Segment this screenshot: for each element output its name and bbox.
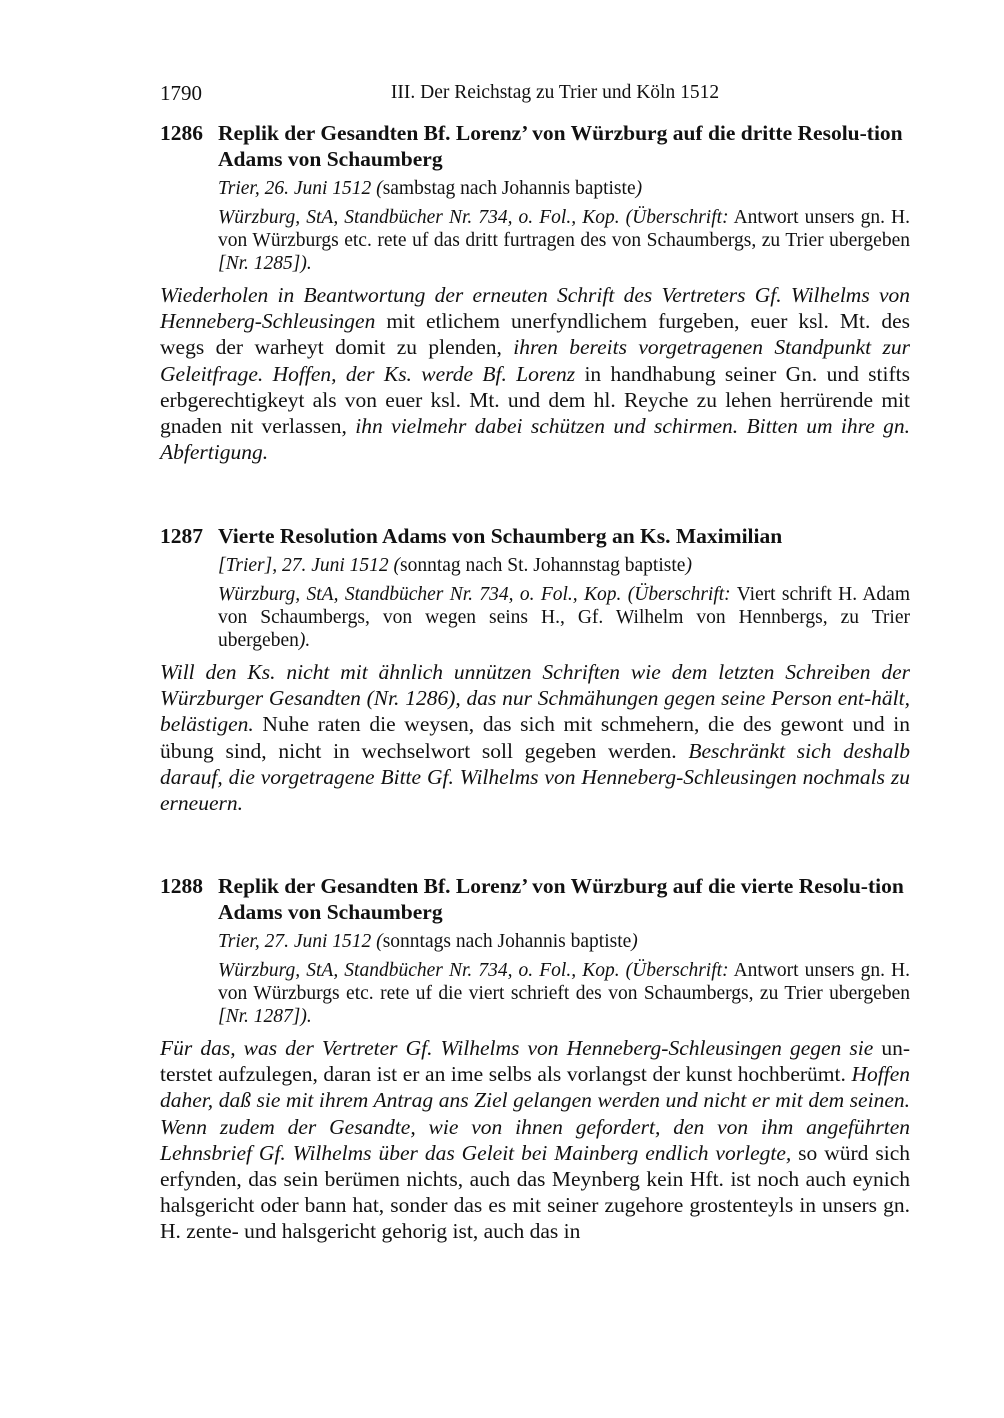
- running-head: III. Der Reichstag zu Trier und Köln 1512: [390, 82, 720, 103]
- entry-number: 1287: [160, 524, 203, 548]
- entry-body: Für das, was der Vertreter Gf. Wilhelms von Henneberg-Schleusingen gegen sie un-terstet aufzulegen, daran ist er an ime selbs als vorlangst der kunst hochberümt. Hoffen daher, daß sie mit ihrem Antrag ans Ziel gelangen werden und nicht er mit dem seinen. Wenn zudem der Gesandte, wie von ihnen gefordert, den von ihm angeführten Lehnsbrief Gf. Wilhelms über das Geleit bei Mainberg endlich vorlegte, so würd sich erfynden, das sein berümen nichts, auch das Meynberg kein Hft. ist noch auch eynich halsgericht oder bann hat, sonder das es mit seiner zugehore grostenteyls in unsers gn. H. zente- und halsgericht gehorig ist, auch das in: [160, 1036, 910, 1244]
- entry-title: Replik der Gesandten Bf. Lorenz’ von Würzburg auf die dritte Resolu-tion Adams von Schaumberg: [218, 121, 903, 171]
- entry-source: Würzburg, StA, Standbücher Nr. 734, o. Fol., Kop. (Überschrift: Antwort unsers gn. H. von Würzburgs etc. rete uf das dritt furtragen des von Schaumbergs, zu Trier ubergeben [Nr. 1285]).: [218, 207, 910, 274]
- entry-date: [Trier], 27. Juni 1512 (sonntag nach St. Johannstag baptiste): [218, 555, 692, 576]
- entry-title: Replik der Gesandten Bf. Lorenz’ von Würzburg auf die vierte Resolu-tion Adams von Schaumberg: [218, 874, 904, 924]
- entry-heading: [160, 120, 910, 172]
- entry-date: Trier, 26. Juni 1512 (sambstag nach Johannis baptiste): [218, 178, 643, 199]
- page-number: 1790: [160, 81, 202, 105]
- entry-date: Trier, 27. Juni 1512 (sonntags nach Johannis baptiste): [218, 931, 638, 952]
- entry-body: Will den Ks. nicht mit ähnlich unnützen Schriften wie dem letzten Schreiben der Würzburger Gesandten (Nr. 1286), das nur Schmähungen gegen seine Person ent-hält, belästigen. Nuhe raten die weysen, das sich mit schmehern, die des gewont und in übung sind, nicht in wechselwort soll gegeben werden. Beschränkt sich deshalb darauf, die vorgetragene Bitte Gf. Wilhelms von Henneberg-Schleusingen nochmals zu erneuern.: [160, 660, 910, 816]
- entry-source: Würzburg, StA, Standbücher Nr. 734, o. Fol., Kop. (Überschrift: Antwort unsers gn. H. von Würzburgs etc. rete uf die viert schrieft des von Schaumbergs, zu Trier ubergeben [Nr. 1287]).: [218, 960, 910, 1027]
- entry-1288: [160, 873, 910, 1245]
- page-header: [160, 78, 910, 108]
- entry-number: 1286: [160, 121, 203, 145]
- entry-1287: [160, 523, 910, 816]
- entry-body: Wiederholen in Beantwortung der erneuten Schrift des Vertreters Gf. Wilhelms von Henneberg-Schleusingen mit etlichem unerfyndlichem furgeben, euer ksl. Mt. des wegs der warheyt domit zu plenden, ihren bereits vorgetragenen Standpunkt zur Geleitfrage. Hoffen, der Ks. werde Bf. Lorenz in handhabung seiner Gn. und stifts erbgerechtigkeyt als von euer ksl. Mt. und dem hl. Reyche zu lehen herrürende mit gnaden nit verlassen, ihn vielmehr dabei schützen und schirmen. Bitten um ihre gn. Abfertigung.: [160, 283, 911, 465]
- entry-number: 1288: [160, 874, 203, 898]
- entry-heading: [160, 523, 910, 549]
- entry-title: Vierte Resolution Adams von Schaumberg an Ks. Maximilian: [218, 524, 783, 548]
- entry-heading: [160, 873, 910, 925]
- entry-source: Würzburg, StA, Standbücher Nr. 734, o. Fol., Kop. (Überschrift: Viert schrift H. Adam von Schaumbergs, von wegen seins H., Gf. Wilhelm von Hennbergs, zu Trier ubergeben).: [218, 584, 910, 651]
- entry-1286: [160, 120, 910, 465]
